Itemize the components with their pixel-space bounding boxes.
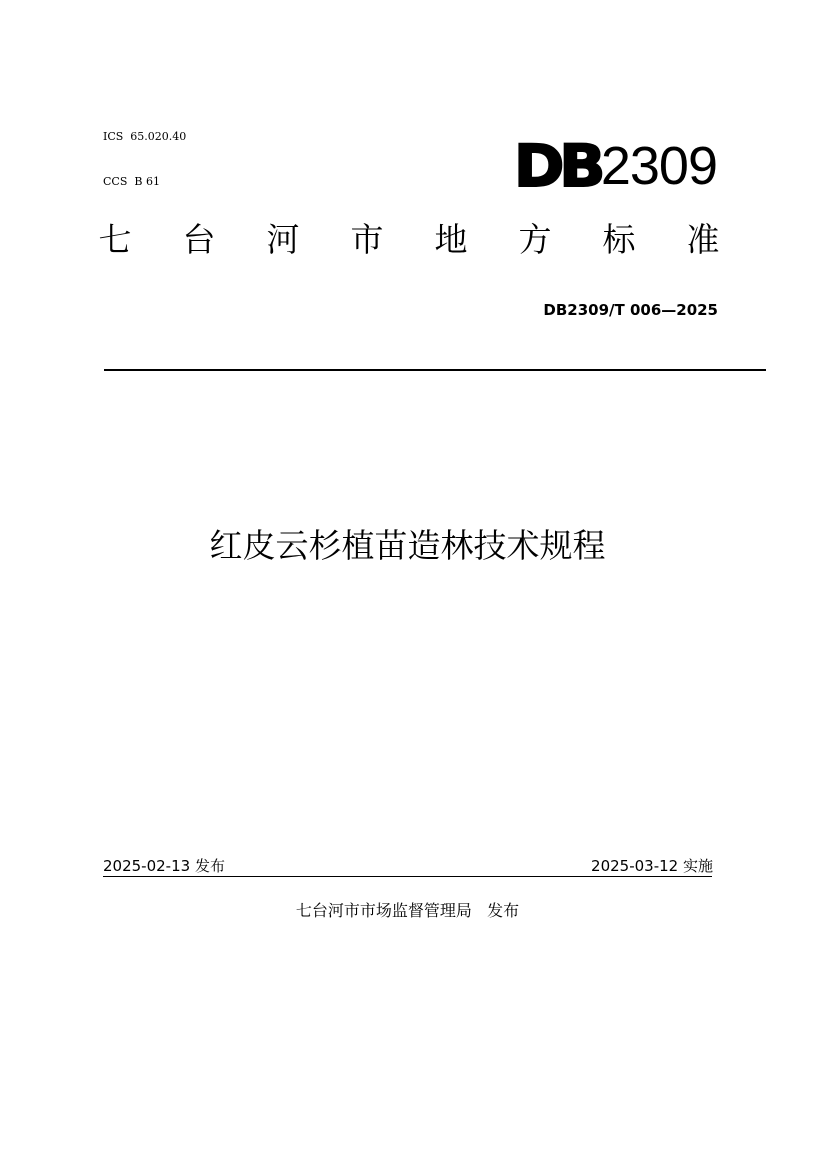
issuer-line <box>0 899 815 923</box>
db-region-number: 2309 <box>600 136 717 196</box>
ics-code: ICS 65.020.40 <box>103 130 187 143</box>
standard-type-char: 台 <box>182 220 216 259</box>
standard-type-char: 准 <box>686 220 720 259</box>
ccs-code: CCS B 61 <box>103 175 160 188</box>
standard-code: DB2309/T 006—2025 <box>543 301 718 319</box>
issue-date: 2025-02-13 发布 <box>103 857 225 875</box>
standard-type-heading <box>97 214 721 266</box>
issuer-action: 发布 <box>487 901 520 920</box>
standard-type-char: 地 <box>434 220 468 259</box>
date-underline <box>103 876 712 877</box>
standard-type-char: 河 <box>266 220 300 259</box>
db-standard-mark <box>513 132 718 200</box>
standard-type-char: 市 <box>350 220 384 259</box>
standard-type-char: 方 <box>518 220 552 259</box>
standard-type-char: 七 <box>98 220 132 259</box>
standard-type-char: 标 <box>602 220 636 259</box>
classification-codes <box>103 99 186 219</box>
header-divider <box>104 369 766 371</box>
implementation-date: 2025-03-12 实施 <box>591 857 713 875</box>
date-row <box>103 855 713 877</box>
document-title: 红皮云杉植苗造林技术规程 <box>209 526 606 565</box>
issuer-name: 七台河市市场监督管理局 <box>295 901 472 920</box>
db-letters: DB <box>513 132 600 200</box>
